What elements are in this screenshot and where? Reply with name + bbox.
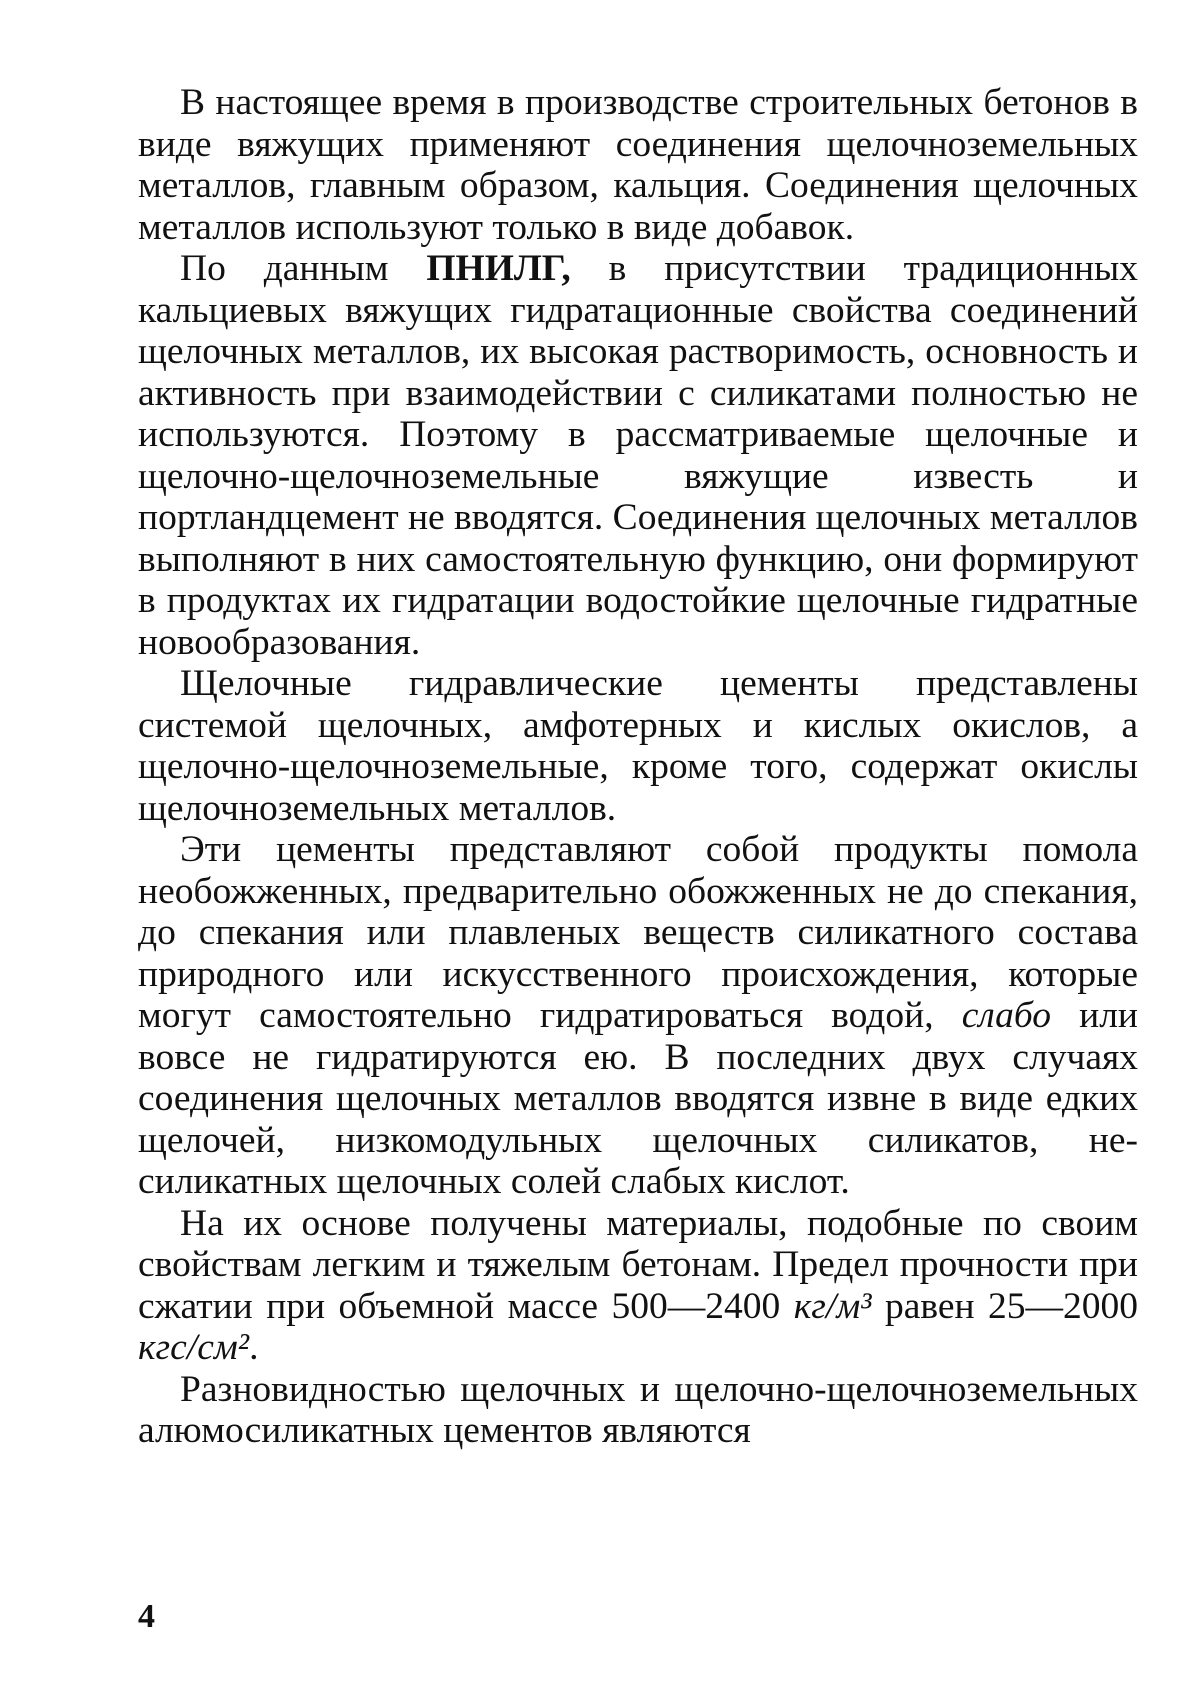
paragraph-2: [138, 248, 1138, 663]
paragraph-4: [138, 829, 1138, 1203]
page-number: 4: [138, 1598, 155, 1635]
paragraph-3: [138, 663, 1138, 829]
paragraph-5-text-c: .: [249, 1327, 259, 1368]
paragraph-6-text: Разновидностью щелочных и щелочно-щелочноземельных алюмосиликатных цементов являются: [138, 1368, 1138, 1451]
paragraph-2-acronym: ПНИЛГ,: [426, 248, 571, 289]
paragraph-2-text-b: в присутствии традиционных кальциевых вяжущих гидратационные свойства соединений щелочных металлов, их высокая растворимость, основность и активность при взаимодействии с силикатами полностью не используются. Поэтому в рассматриваемые щелочные и щелочно-щелочноземельные вяжущие известь и портландцемент не вводятся. Соединения щелочных металлов выполняют в них самостоятельную функцию, они формируют в продуктах их гидратации водостойкие щелочные гидратные новообразования.: [138, 248, 1139, 663]
paragraph-5-unit-strength: кгс/см²: [138, 1327, 250, 1368]
paragraph-3-text: Щелочные гидравлические цементы представлены системой щелочных, амфотерных и кислых окислов, а щелочно-щелочноземельные, кроме того, содержат окислы щелочноземельных металлов.: [138, 663, 1138, 829]
paragraph-4-italic: слабо: [961, 995, 1052, 1036]
paragraph-5-text-a: На их основе получены материалы, подобные по своим свойствам легким и тяжелым бетонам. Предел прочности при сжатии при объемной массе 500—2400: [138, 1202, 1138, 1327]
paragraph-5-text-b: равен 25—2000: [871, 1285, 1139, 1327]
document-page: [138, 82, 1138, 1642]
paragraph-1: [138, 82, 1138, 248]
paragraph-4-text-b: или вовсе не гидратируются ею. В последних двух случаях соединения щелочных металлов вводятся извне в виде едких щелочей, низкомодульных щелочных силикатов, несиликатных щелочных солей слабых кислот.: [138, 995, 1139, 1202]
paragraph-4-text-a: Эти цементы представляют собой продукты помола необожженных, предварительно обожженных не до спекания, до спекания или плавленых веществ силикатного состава природного или искусственного происхождения, которые могут самостоятельно гидратироваться водой,: [138, 829, 1138, 1036]
paragraph-5: [138, 1203, 1138, 1369]
paragraph-1-text: В настоящее время в производстве строительных бетонов в виде вяжущих применяют соединения щелочноземельных металлов, главным образом, кальция. Соединения щелочных металлов используют только в виде добавок.: [138, 82, 1138, 248]
paragraph-6: [138, 1369, 1138, 1452]
paragraph-5-unit-density: кг/м³: [793, 1285, 872, 1327]
paragraph-2-text-a: По данным: [180, 248, 427, 289]
